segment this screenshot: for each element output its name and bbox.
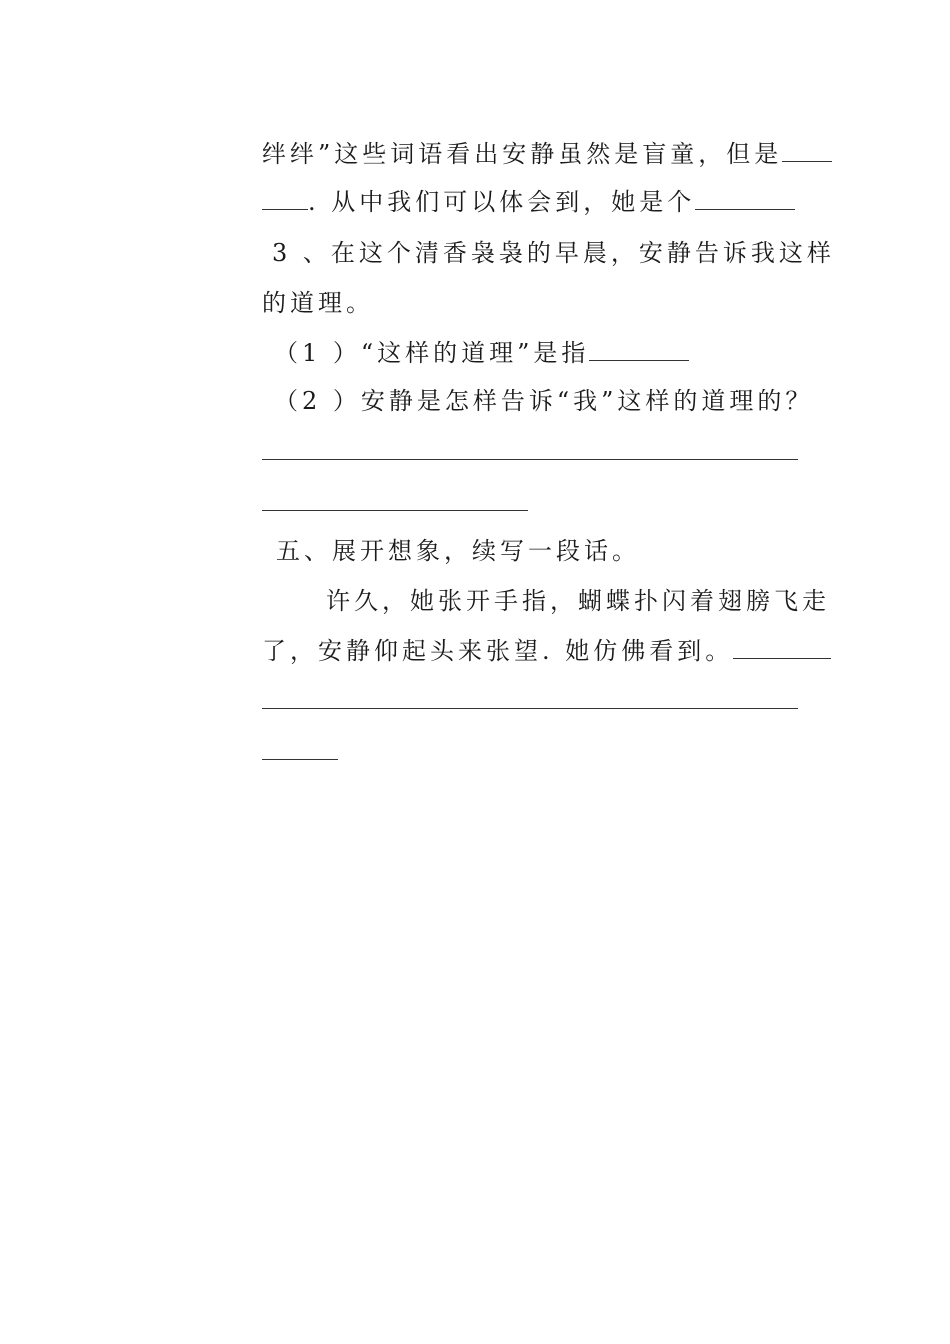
answer-line[interactable] xyxy=(262,708,798,709)
question-2-text: 绊绊”这些词语看出安静虽然是盲童，但是 xyxy=(262,140,783,168)
paragraph-text: 许久，她张开手指，蝴蝶扑闪着翅膀飞走 xyxy=(326,587,830,615)
question-3-text: 3 、在这个清香袅袅的早晨，安静告诉我这样 xyxy=(272,239,835,267)
question-3-sub-2 xyxy=(274,386,813,416)
sub-question-1-text: （1 ）“这样的道理”是指 xyxy=(274,339,590,367)
paragraph-text-continued: 了，安静仰起头来张望. 她仿佛看到。 xyxy=(262,637,734,665)
section-5-paragraph-line-2 xyxy=(262,636,831,666)
answer-blank[interactable] xyxy=(695,187,795,210)
question-3-line-1 xyxy=(272,238,835,268)
answer-blank[interactable] xyxy=(262,187,308,210)
answer-line[interactable] xyxy=(262,759,338,760)
section-heading-text: 五、展开想象，续写一段话。 xyxy=(276,537,640,565)
section-5-heading xyxy=(276,536,640,566)
question-2-text-line-1 xyxy=(262,139,832,169)
question-3-line-2 xyxy=(262,288,374,318)
sub-question-2-text: （2 ）安静是怎样告诉“我”这样的道理的？ xyxy=(274,387,814,415)
answer-line[interactable] xyxy=(262,510,528,511)
answer-blank[interactable] xyxy=(589,338,689,361)
answer-line[interactable] xyxy=(262,459,798,460)
question-2-continuation: . 从中我们可以体会到，她是个 xyxy=(308,188,696,216)
answer-blank[interactable] xyxy=(733,636,831,659)
question-2-text-line-2 xyxy=(262,187,795,217)
question-3-text-continued: 的道理。 xyxy=(262,289,374,317)
section-5-paragraph-line-1 xyxy=(326,586,830,616)
answer-blank[interactable] xyxy=(782,139,832,162)
question-3-sub-1 xyxy=(274,338,689,368)
